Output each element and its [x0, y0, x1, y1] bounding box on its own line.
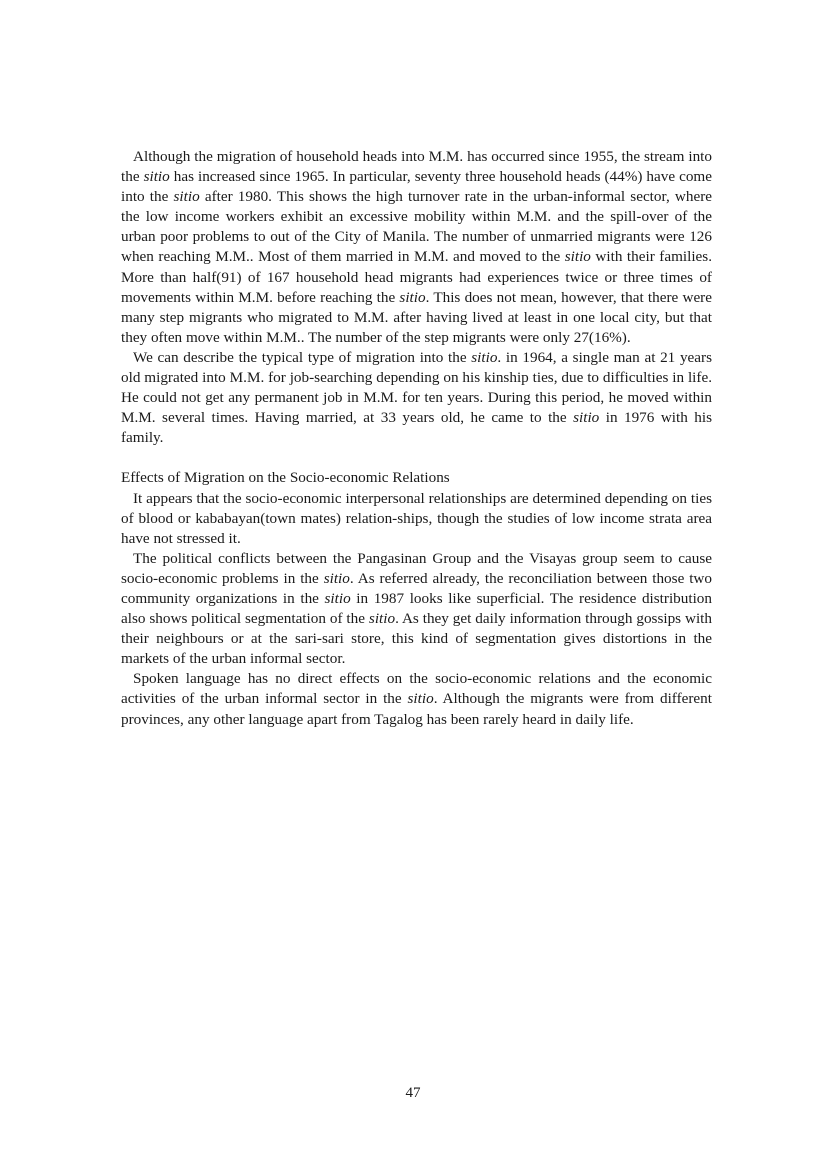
- paragraph-group-effects: [121, 489, 712, 730]
- body-paragraph: [121, 549, 712, 670]
- body-paragraph: [121, 669, 712, 729]
- paragraph-text: . As referred already, the reconciliation between those two community organizations in the: [121, 569, 712, 607]
- section-heading: Effects of Migration on the Socio-economic Relations: [121, 469, 450, 487]
- italic-term: sitio: [471, 348, 498, 366]
- paragraph-text: has increased since 1965. In particular, seventy three household heads (44%) have come into the: [121, 168, 712, 206]
- paragraph-text: in 1976 with his family.: [121, 409, 712, 447]
- italic-term: sitio: [368, 610, 396, 628]
- paragraph-text: after 1980. This shows the high turnover rate in the urban-informal sector, where the low income workers exhibit an excessive mobility within M.M. and the spill-over of the urban poor problems to out of the City of Manila. The number of unmarried migrants were 126 when reaching M.M.. Most of them married in M.M. and moved to the: [121, 188, 712, 266]
- paragraph-text: with their families. More than half(91) of 167 household head migrants had experiences twice or three times of movements within M.M. before reaching the: [121, 248, 712, 306]
- italic-term: sitio: [407, 690, 434, 708]
- paragraph-text: We can describe the typical type of migration into the: [133, 348, 472, 366]
- paragraph-text: . This does not mean, however, that there were many step migrants who migrated to M.M. after having lived at least in one local city, but that they often move within M.M.. The number of the step migrants were only 27(16%).: [121, 288, 712, 346]
- paragraph-text: It appears that the socio-economic interpersonal relationships are determined depending on ties of blood or kababayan(town mates) relation-ships, though the studies of low income strata area have not stressed it.: [121, 489, 712, 547]
- paragraph-group-intro: [121, 147, 712, 448]
- document-body: [121, 147, 712, 730]
- paragraph-text: The political conflicts between the Pangasinan Group and the Visayas group seem to cause socio-economic problems in the: [121, 549, 712, 587]
- body-paragraph: [121, 348, 712, 448]
- italic-term: sitio: [323, 569, 350, 587]
- italic-term: sitio: [573, 409, 600, 427]
- italic-term: sitio: [399, 288, 426, 306]
- italic-term: sitio: [173, 188, 200, 206]
- paragraph-text: . Although the migrants were from different provinces, any other language apart from Tagalog has been rarely heard in daily life.: [121, 690, 712, 728]
- page-number: 47: [405, 1085, 421, 1101]
- body-paragraph: [121, 489, 712, 549]
- paragraph-text: . in 1964, a single man at 21 years old migrated into M.M. for job-searching depending on his kinship ties, due to difficulties in life. He could not get any permanent job in M.M. for ten years. During this period, he moved within M.M. several times. Having married, at 33 years old, he came to the: [121, 348, 712, 427]
- paragraph-text: in 1987 looks like superficial. The residence distribution also shows political segmentation of the: [121, 589, 712, 628]
- paragraph-text: Although the migration of household heads into M.M. has occurred since 1955, the stream into the: [121, 148, 712, 186]
- italic-term: sitio: [564, 248, 591, 266]
- paragraph-text: . As they get daily information through gossips with their neighbours or at the sari-sari store, this kind of segmentation gives distortions in the markets of the urban informal sector.: [121, 610, 712, 668]
- body-paragraph: [121, 147, 712, 348]
- italic-term: sitio: [143, 168, 170, 186]
- italic-term: sitio: [324, 589, 351, 607]
- paragraph-text: Spoken language has no direct effects on the socio-economic relations and the economic activities of the urban informal sector in the: [121, 670, 712, 708]
